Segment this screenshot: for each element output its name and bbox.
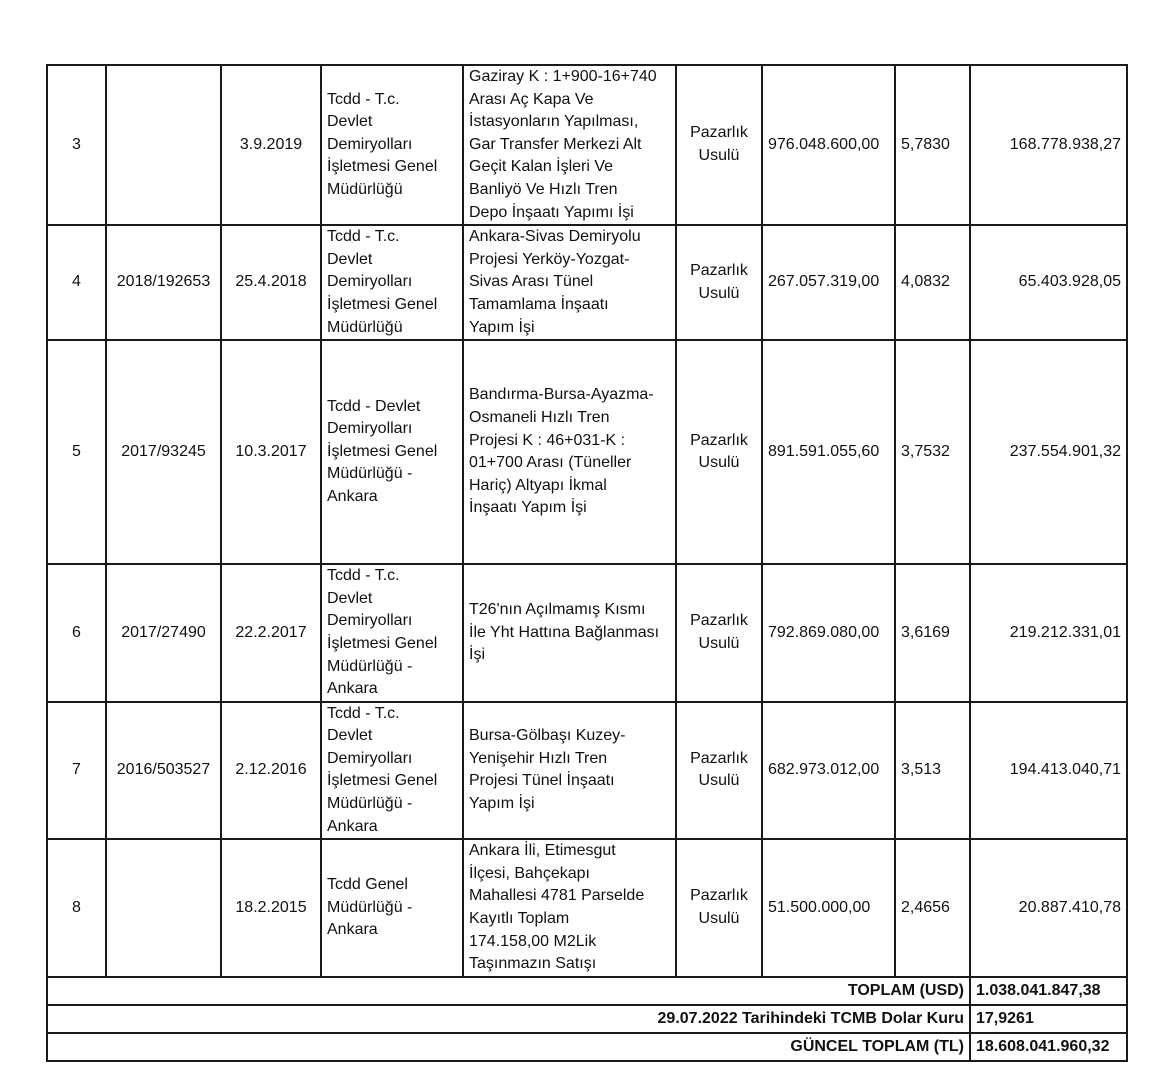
tender-registry-number: 2017/93245: [106, 340, 221, 564]
contract-amount-tl: 51.500.000,00: [762, 839, 895, 977]
procurement-method: Pazarlık Usulü: [676, 839, 762, 977]
procurement-method: Pazarlık Usulü: [676, 65, 762, 225]
exchange-rate: 3,513: [895, 702, 970, 840]
table-row: [47, 839, 1127, 977]
tender-date: 22.2.2017: [221, 564, 321, 702]
amount-usd: 194.413.040,71: [970, 702, 1127, 840]
procurement-method: Pazarlık Usulü: [676, 340, 762, 564]
amount-usd: 20.887.410,78: [970, 839, 1127, 977]
row-number: 8: [47, 839, 106, 977]
exchange-rate: 4,0832: [895, 225, 970, 340]
tender-date: 2.12.2016: [221, 702, 321, 840]
row-number: 4: [47, 225, 106, 340]
contract-amount-tl: 682.973.012,00: [762, 702, 895, 840]
contract-amount-tl: 792.869.080,00: [762, 564, 895, 702]
procurement-method: Pazarlık Usulü: [676, 702, 762, 840]
work-description: T26'nın Açılmamış Kısmı İle Yht Hattına Bağlanması İşi: [463, 564, 676, 702]
exchange-rate-row: [47, 1005, 1127, 1033]
row-number: 6: [47, 564, 106, 702]
total-tl-value: 18.608.041.960,32: [970, 1033, 1127, 1061]
contracting-authority: Tcdd - T.c. Devlet Demiryolları İşletmesi Genel Müdürlüğü: [321, 225, 463, 340]
procurement-method: Pazarlık Usulü: [676, 225, 762, 340]
total-usd-label: TOPLAM (USD): [47, 977, 970, 1005]
tender-date: 3.9.2019: [221, 65, 321, 225]
exchange-rate: 3,6169: [895, 564, 970, 702]
work-description: Gaziray K : 1+900-16+740 Arası Aç Kapa Ve İstasyonların Yapılması, Gar Transfer Merkezi Alt Geçit Kalan İşleri Ve Banliyö Ve Hızlı Tren Depo İnşaatı Yapımı İşi: [463, 65, 676, 225]
row-number: 7: [47, 702, 106, 840]
tender-table: [46, 64, 1128, 1062]
amount-usd: 65.403.928,05: [970, 225, 1127, 340]
contracting-authority: Tcdd Genel Müdürlüğü - Ankara: [321, 839, 463, 977]
tender-registry-number: [106, 65, 221, 225]
contracting-authority: Tcdd - Devlet Demiryolları İşletmesi Genel Müdürlüğü - Ankara: [321, 340, 463, 564]
contracting-authority: Tcdd - T.c. Devlet Demiryolları İşletmesi Genel Müdürlüğü - Ankara: [321, 564, 463, 702]
exchange-rate: 5,7830: [895, 65, 970, 225]
exchange-rate-label: 29.07.2022 Tarihindeki TCMB Dolar Kuru: [47, 1005, 970, 1033]
exchange-rate: 2,4656: [895, 839, 970, 977]
row-number: 5: [47, 340, 106, 564]
tender-registry-number: 2018/192653: [106, 225, 221, 340]
contracting-authority: Tcdd - T.c. Devlet Demiryolları İşletmesi Genel Müdürlüğü: [321, 65, 463, 225]
table-body: [47, 65, 1127, 1061]
total-usd-value: 1.038.041.847,38: [970, 977, 1127, 1005]
tender-date: 18.2.2015: [221, 839, 321, 977]
table-row: [47, 225, 1127, 340]
tender-date: 25.4.2018: [221, 225, 321, 340]
exchange-rate-value: 17,9261: [970, 1005, 1127, 1033]
work-description: Bursa-Gölbaşı Kuzey- Yenişehir Hızlı Tren Projesi Tünel İnşaatı Yapım İşi: [463, 702, 676, 840]
tender-date: 10.3.2017: [221, 340, 321, 564]
work-description: Bandırma-Bursa-Ayazma- Osmaneli Hızlı Tren Projesi K : 46+031-K : 01+700 Arası (Tüneller Hariç) Altyapı İkmal İnşaatı Yapım İşi: [463, 340, 676, 564]
tender-registry-number: [106, 839, 221, 977]
work-description: Ankara İli, Etimesgut İlçesi, Bahçekapı Mahallesi 4781 Parselde Kayıtlı Toplam 174.158,00 M2Lik Taşınmazın Satışı: [463, 839, 676, 977]
tender-registry-number: 2016/503527: [106, 702, 221, 840]
total-tl-label: GÜNCEL TOPLAM (TL): [47, 1033, 970, 1061]
amount-usd: 219.212.331,01: [970, 564, 1127, 702]
exchange-rate: 3,7532: [895, 340, 970, 564]
table-row: [47, 702, 1127, 840]
procurement-method: Pazarlık Usulü: [676, 564, 762, 702]
work-description: Ankara-Sivas Demiryolu Projesi Yerköy-Yozgat- Sivas Arası Tünel Tamamlama İnşaatı Yapım İşi: [463, 225, 676, 340]
contracting-authority: Tcdd - T.c. Devlet Demiryolları İşletmesi Genel Müdürlüğü - Ankara: [321, 702, 463, 840]
total-tl-row: [47, 1033, 1127, 1061]
tender-table-sheet: [46, 64, 1126, 1062]
tender-registry-number: 2017/27490: [106, 564, 221, 702]
contract-amount-tl: 267.057.319,00: [762, 225, 895, 340]
table-row: [47, 564, 1127, 702]
amount-usd: 237.554.901,32: [970, 340, 1127, 564]
amount-usd: 168.778.938,27: [970, 65, 1127, 225]
row-number: 3: [47, 65, 106, 225]
table-row: [47, 340, 1127, 564]
contract-amount-tl: 976.048.600,00: [762, 65, 895, 225]
table-row: [47, 65, 1127, 225]
contract-amount-tl: 891.591.055,60: [762, 340, 895, 564]
total-usd-row: [47, 977, 1127, 1005]
